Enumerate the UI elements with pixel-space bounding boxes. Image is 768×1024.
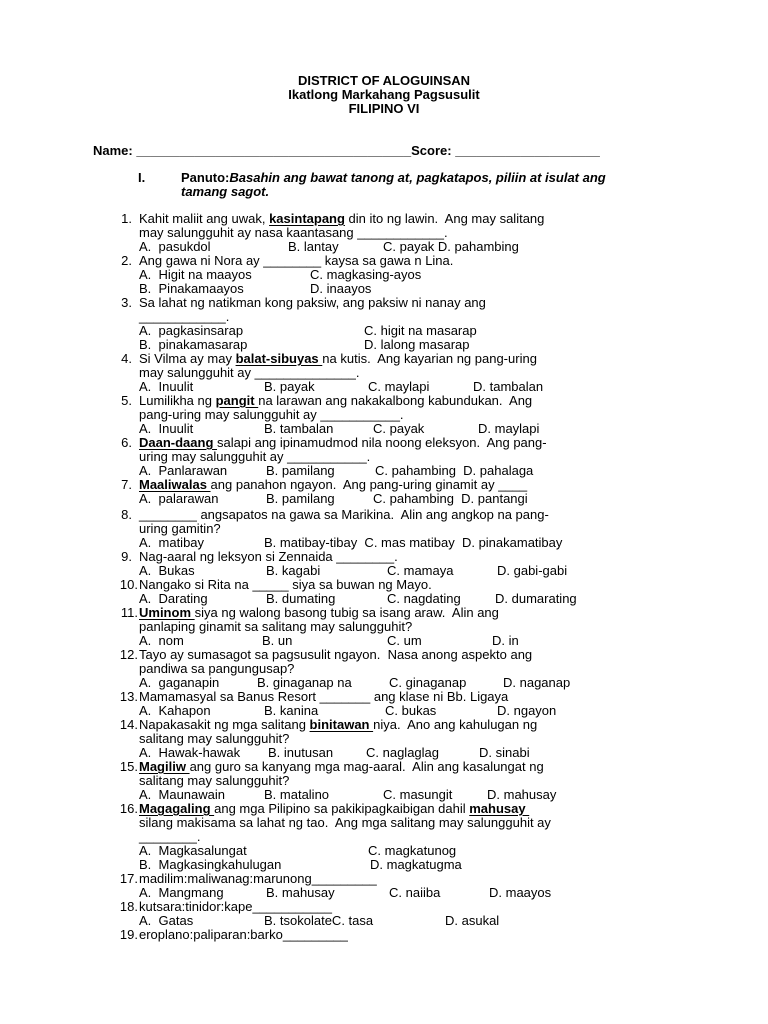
question-number: 18. xyxy=(119,899,138,914)
choice: B. un xyxy=(262,633,293,648)
instruction-text: Basahin ang bawat tanong at, pagkatapos, piliin at isulat ang xyxy=(229,170,606,185)
choice: C. pahambing D. pahalaga xyxy=(375,463,534,478)
choice: A. Hawak-hawak xyxy=(139,745,241,760)
choice: B. pinakamasarap xyxy=(139,337,248,352)
question-stem-cont: salitang may salungguhit? xyxy=(139,773,290,788)
question-stem-cont: may salungguhit ay ______________. xyxy=(139,365,360,380)
choice: D. inaayos xyxy=(310,281,372,296)
exam-title: Ikatlong Markahang Pagsusulit xyxy=(288,87,480,102)
question-stem: Mamamasyal sa Banus Resort _______ ang klase ni Bb. Ligaya xyxy=(139,689,509,704)
choice: A. Mangmang xyxy=(139,885,224,900)
underlined-word: Magiliw xyxy=(139,759,190,774)
choice: B. dumating xyxy=(266,591,336,606)
question-stem: madilim:maliwanag:marunong_________ xyxy=(139,871,377,886)
question-stem: Uminom siya ng walong basong tubig sa isang araw. Alin ang xyxy=(139,605,499,620)
choice: D. tambalan xyxy=(473,379,544,394)
name-blank: ______________________________________ xyxy=(136,143,412,158)
question-stem: Sa lahat ng natikman kong paksiw, ang paksiw ni nanay ang xyxy=(139,295,486,310)
question-number: 12. xyxy=(119,647,138,662)
choice: C. mamaya xyxy=(387,563,454,578)
choice: D. gabi-gabi xyxy=(497,563,568,578)
choice: C. naiiba xyxy=(389,885,441,900)
choice: D. magkatugma xyxy=(370,857,462,872)
question-stem-cont: may salungguhit ay nasa kaantasang ____________. xyxy=(139,225,448,240)
name-label: Name: xyxy=(93,143,133,158)
choice: D. naganap xyxy=(503,675,571,690)
question-stem-cont: salitang may salungguhit? xyxy=(139,731,290,746)
choice: B. mahusay xyxy=(266,885,335,900)
question-number: 7. xyxy=(121,477,132,492)
choice: D. sinabi xyxy=(479,745,530,760)
underlined-word: kasintapang xyxy=(269,211,345,226)
question-stem: Kahit maliit ang uwak, kasintapang din ito ng lawin. Ang may salitang xyxy=(139,211,545,226)
question-stem: Nag-aaral ng leksyon si Zennaida ________. xyxy=(139,549,398,564)
choice: A. Maunawain xyxy=(139,787,225,802)
choice: D. maylapi xyxy=(478,421,540,436)
question-stem-cont: ________. xyxy=(139,829,201,844)
choice: B. lantay xyxy=(288,239,339,254)
choice: A. matibay xyxy=(139,535,205,550)
question-number: 11. xyxy=(120,605,138,620)
choice: C. magkasing-ayos xyxy=(310,267,422,282)
choice: B. tambalan xyxy=(264,421,334,436)
question-stem: kutsara:tinidor:kape___________ xyxy=(139,899,332,914)
question-number: 19. xyxy=(119,927,138,942)
choice: A. Gatas xyxy=(139,913,194,928)
underlined-word: binitawan xyxy=(309,717,374,732)
question-stem: Magiliw ang guro sa kanyang mga mag-aaral. Alin ang kasalungat ng xyxy=(139,759,544,774)
choice: D. in xyxy=(492,633,519,648)
question-number: 2. xyxy=(121,253,132,268)
choice: C. payak D. pahambing xyxy=(383,239,519,254)
question-stem-cont: uring may salungguhit ay ___________. xyxy=(139,449,371,464)
choice: A. Darating xyxy=(139,591,208,606)
underlined-word: balat-sibuyas xyxy=(235,351,323,366)
score-blank: ____________________ xyxy=(455,143,600,158)
choice: D. lalong masarap xyxy=(364,337,470,352)
choice: D. asukal xyxy=(445,913,500,928)
question-stem: Maaliwalas ang panahon ngayon. Ang pang-uring ginamit ay ____ xyxy=(139,477,528,492)
choice: B. pamilang xyxy=(266,491,335,506)
choice: D. maayos xyxy=(489,885,552,900)
choice: A. Inuulit xyxy=(139,379,194,394)
choice: B. inutusan xyxy=(268,745,334,760)
question-number: 10. xyxy=(119,577,138,592)
question-stem: Napakasakit ng mga salitang binitawan niya. Ano ang kahulugan ng xyxy=(139,717,538,732)
choice: B. Pinakamaayos xyxy=(139,281,244,296)
question-number: 5. xyxy=(121,393,132,408)
choice: B. Magkasingkahulugan xyxy=(139,857,282,872)
choice: A. nom xyxy=(139,633,184,648)
question-number: 9. xyxy=(121,549,132,564)
question-stem: Nangako si Rita na _____ siya sa buwan ng Mayo. xyxy=(139,577,432,592)
question-number: 1. xyxy=(121,211,132,226)
choice: A. palarawan xyxy=(139,491,219,506)
question-stem-cont: pandiwa sa pangungusap? xyxy=(139,661,295,676)
choice: A. pagkasinsarap xyxy=(139,323,244,338)
choice: C. higit na masarap xyxy=(364,323,477,338)
question-number: 14. xyxy=(119,717,138,732)
underlined-word: pangit xyxy=(215,393,259,408)
choice: D. mahusay xyxy=(487,787,557,802)
question-stem-cont: panlaping ginamit sa salitang may salungguhit? xyxy=(139,619,413,634)
underlined-word: Magagaling xyxy=(139,801,215,816)
choice: A. Inuulit xyxy=(139,421,194,436)
choice: B. tsokolateC. tasa xyxy=(264,913,374,928)
choice: D. ngayon xyxy=(497,703,557,718)
instruction-label: Panuto: xyxy=(181,170,230,185)
question-stem: eroplano:paliparan:barko_________ xyxy=(139,927,348,942)
choice: B. payak xyxy=(264,379,315,394)
question-stem-cont: ____________. xyxy=(139,309,230,324)
section-number: I. xyxy=(138,170,146,185)
choice: B. kanina xyxy=(264,703,319,718)
question-stem-cont: pang-uring may salungguhit ay ___________. xyxy=(139,407,404,422)
name-field xyxy=(93,144,600,158)
underlined-word: Daan-daang xyxy=(139,435,218,450)
question-stem: Daan-daang salapi ang ipinamudmod nila noong eleksyon. Ang pang- xyxy=(139,435,547,450)
question-number: 4. xyxy=(121,351,132,366)
subject-title: FILIPINO VI xyxy=(348,101,420,116)
question-number: 6. xyxy=(121,435,132,450)
question-number: 16. xyxy=(119,801,138,816)
question-stem: Ang gawa ni Nora ay ________ kaysa sa gawa n Lina. xyxy=(139,253,454,268)
choice: B. matalino xyxy=(264,787,330,802)
question-number: 15. xyxy=(119,759,138,774)
choice: C. bukas xyxy=(385,703,437,718)
underlined-word: Maaliwalas xyxy=(139,477,211,492)
question-stem: Tayo ay sumasagot sa pagsusulit ngayon. Nasa anong aspekto ang xyxy=(139,647,533,662)
choice: D. dumarating xyxy=(495,591,577,606)
choice: C. ginaganap xyxy=(389,675,467,690)
question-number: 8. xyxy=(121,507,132,522)
district-title: DISTRICT OF ALOGUINSAN xyxy=(297,73,471,88)
choice: B. pamilang xyxy=(266,463,335,478)
choice: A. Bukas xyxy=(139,563,195,578)
instruction-line-1 xyxy=(181,171,606,185)
question-stem-cont: uring gamitin? xyxy=(139,521,221,536)
question-number: 13. xyxy=(119,689,138,704)
underlined-word: mahusay xyxy=(469,801,530,816)
choice: B. ginaganap na xyxy=(257,675,352,690)
choice: C. pahambing D. pantangi xyxy=(373,491,528,506)
instruction-line-2: tamang sagot. xyxy=(181,184,270,199)
score-label: Score: xyxy=(411,143,452,158)
question-stem: ________ angsapatos na gawa sa Marikina. Alin ang angkop na pang- xyxy=(139,507,549,522)
choice: A. Magkasalungat xyxy=(139,843,247,858)
choice: C. magkatunog xyxy=(368,843,457,858)
choice: A. Higit na maayos xyxy=(139,267,252,282)
question-stem: Magagaling ang mga Pilipino sa pakikipagkaibigan dahil mahusay xyxy=(139,801,530,816)
choice: C. payak xyxy=(373,421,425,436)
choice: C. maylapi xyxy=(368,379,430,394)
question-stem: Lumilikha ng pangit na larawan ang nakakalbong kabundukan. Ang xyxy=(139,393,533,408)
underlined-word: Uminom xyxy=(139,605,195,620)
choice: A. gaganapin xyxy=(139,675,220,690)
question-stem-cont: silang makisama sa lahat ng tao. Ang mga salitang may salungguhit ay xyxy=(139,815,551,830)
choice: C. um xyxy=(387,633,422,648)
choice: A. Panlarawan xyxy=(139,463,228,478)
choice: C. masungit xyxy=(383,787,453,802)
choice: A. pasukdol xyxy=(139,239,211,254)
choice: A. Kahapon xyxy=(139,703,211,718)
choice: C. nagdating xyxy=(387,591,461,606)
choice: C. naglaglag xyxy=(366,745,439,760)
choice: B. matibay-tibay C. mas matibay D. pinakamatibay xyxy=(264,535,563,550)
question-number: 17. xyxy=(119,871,138,886)
question-stem: Si Vilma ay may balat-sibuyas na kutis. Ang kayarian ng pang-uring xyxy=(139,351,537,366)
choice: B. kagabi xyxy=(266,563,321,578)
question-number: 3. xyxy=(121,295,132,310)
